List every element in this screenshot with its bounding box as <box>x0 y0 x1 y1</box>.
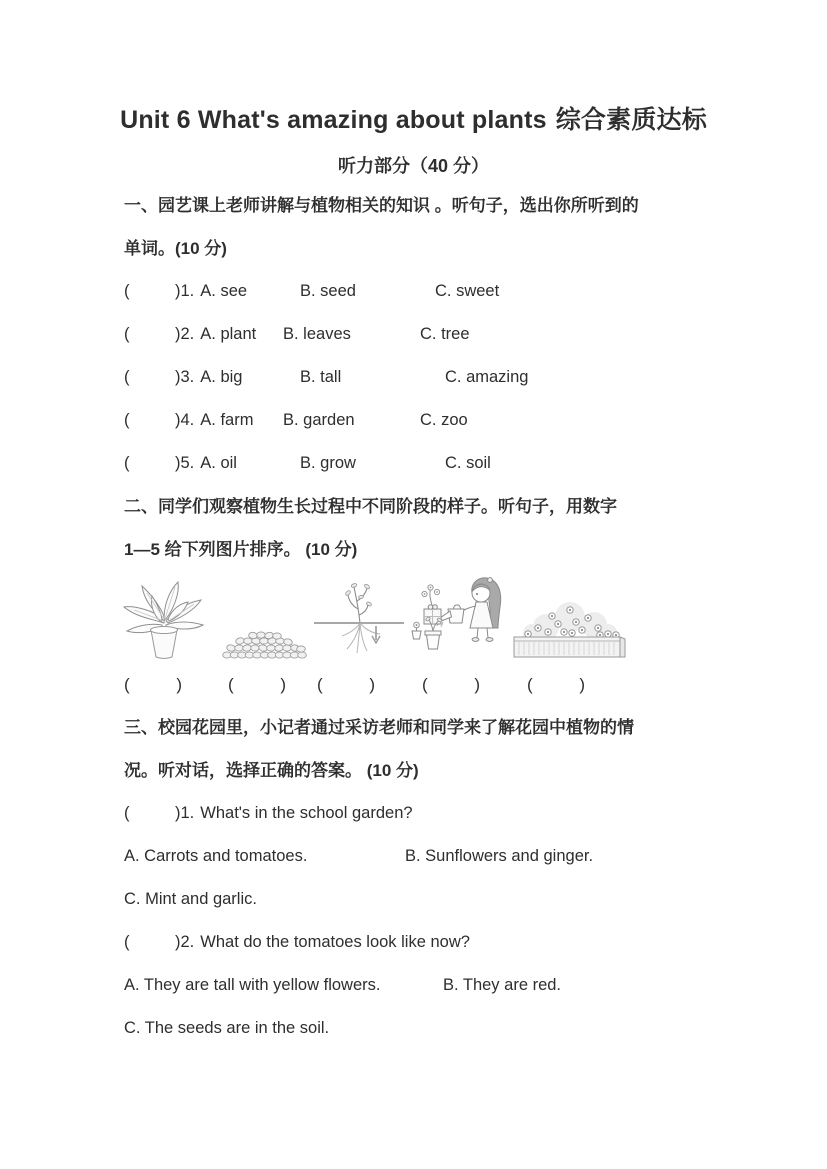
option-b: B. Sunflowers and ginger. <box>405 847 594 865</box>
section1-question-5 <box>124 442 724 485</box>
answer-blank-paren: ( <box>124 933 130 951</box>
numbering-blank-1: ( ) <box>124 675 182 694</box>
option-c: C. amazing <box>445 368 529 386</box>
answer-blank-paren: ( <box>124 368 130 386</box>
option-b: B. leaves <box>283 325 351 343</box>
question-number-option-a: )2. A. plant <box>175 325 257 343</box>
question-text: )2. What do the tomatoes look like now? <box>175 933 470 951</box>
section2-heading-line1: 二、同学们观察植物生长过程中不同阶段的样子。听句子，用数字 <box>124 497 617 516</box>
seed-pile-image <box>220 627 308 661</box>
potted-plant-image <box>114 573 214 661</box>
section1-question-1 <box>124 270 724 313</box>
plant-growth-images-row <box>124 573 724 663</box>
option-a: A. see <box>200 282 248 300</box>
option-b: B. garden <box>283 411 355 429</box>
section2-heading-line2: 1—5 给下列图片排序。 (10 分) <box>124 540 358 559</box>
answer-blank-paren: ( <box>124 282 130 300</box>
question-number-option-a: )1. A. see <box>175 282 248 300</box>
subtitle-listening-part: 听力部分（40 分） <box>337 156 490 176</box>
option-a: A. farm <box>200 411 254 429</box>
option-b: B. grow <box>300 454 356 472</box>
option-c: C. Mint and garlic. <box>124 890 257 908</box>
section1-heading-line2: 单词。(10 分) <box>124 239 227 258</box>
question-number-option-a: )5. A. oil <box>175 454 237 472</box>
numbering-blank-5: ( ) <box>527 675 585 694</box>
question-number-option-a: )3. A. big <box>175 368 243 386</box>
option-a: A. Carrots and tomatoes. <box>124 847 308 865</box>
numbering-blanks-row <box>124 663 724 706</box>
title-english: Unit 6 What's amazing about plants <box>120 106 547 134</box>
section3-q2-options-ab <box>124 964 724 1007</box>
section3-heading-line1: 三、校园花园里，小记者通过采访老师和同学来了解花园中植物的情 <box>124 718 634 737</box>
numbering-blank-3: ( ) <box>317 675 375 694</box>
option-a: A. oil <box>200 454 237 472</box>
question-text: )1. What's in the school garden? <box>175 804 413 822</box>
paper-content <box>124 184 724 1050</box>
section3-heading-line2: 况。听对话，选择正确的答案。 (10 分) <box>124 761 419 780</box>
option-a: A. They are tall with yellow flowers. <box>124 976 381 994</box>
option-b: B. tall <box>300 368 342 386</box>
option-c: C. sweet <box>435 282 500 300</box>
question-number-option-a: )4. A. farm <box>175 411 254 429</box>
title-chinese: 综合素质达标 <box>555 107 707 134</box>
section1-question-4 <box>124 399 724 442</box>
numbering-blank-4: ( ) <box>422 675 480 694</box>
option-b: B. They are red. <box>443 976 562 994</box>
answer-blank-paren: ( <box>124 454 130 472</box>
section1-question-2 <box>124 313 724 356</box>
section1-heading-line1: 一、园艺课上老师讲解与植物相关的知识 。听句子，选出你所听到的 <box>124 196 639 215</box>
option-b: B. seed <box>300 282 356 300</box>
option-c: C. soil <box>445 454 491 472</box>
option-c: C. zoo <box>420 411 468 429</box>
numbering-blank-2: ( ) <box>228 675 286 694</box>
option-c: C. tree <box>420 325 470 343</box>
sprouting-plant-with-roots-image <box>314 579 404 661</box>
section3-question-1 <box>124 792 724 835</box>
section1-question-3 <box>124 356 724 399</box>
option-a: A. big <box>200 368 243 386</box>
section3-question-2 <box>124 921 724 964</box>
page-title <box>0 0 827 136</box>
girl-watering-plants-image <box>410 573 506 661</box>
answer-blank-paren: ( <box>124 804 130 822</box>
section3-q1-options-ab <box>124 835 724 878</box>
answer-blank-paren: ( <box>124 325 130 343</box>
answer-blank-paren: ( <box>124 411 130 429</box>
flower-bed-image <box>512 589 628 661</box>
option-c: C. The seeds are in the soil. <box>124 1019 330 1037</box>
option-a: A. plant <box>200 325 257 343</box>
